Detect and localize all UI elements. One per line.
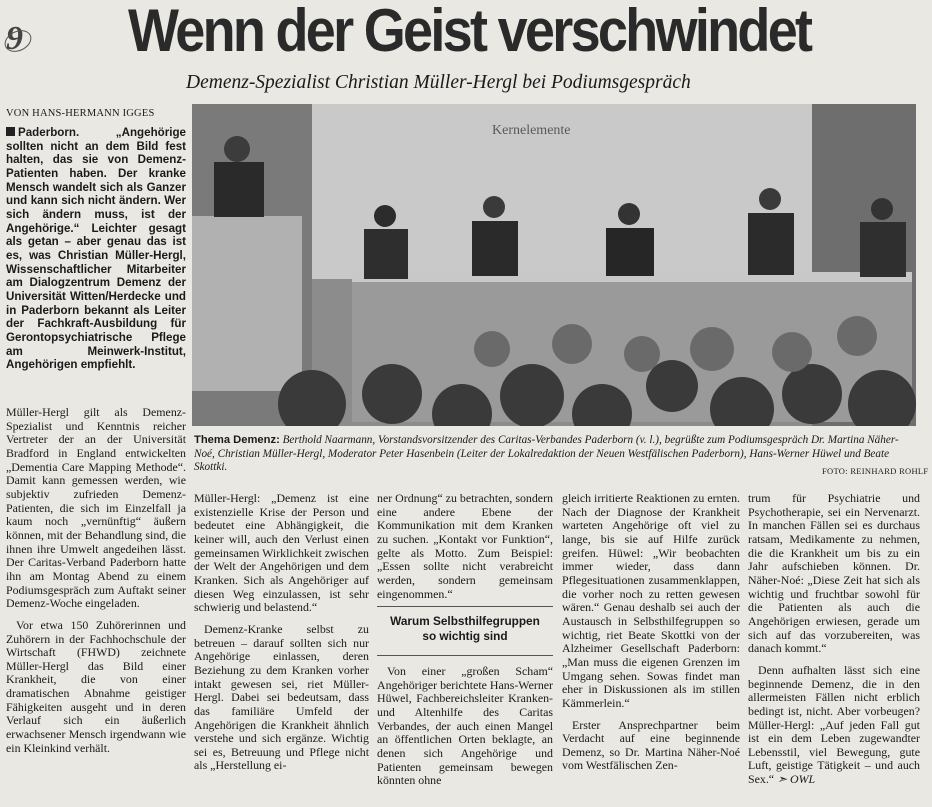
paragraph: ner Ordnung“ zu betrachten, sondern eine andere Ebene der Kommunikation mit dem Kranken zu suchen. „Kontakt vor Funktion“, gelte als Motto. Zum Beispiel: „Essen sollte nicht verabreicht werden, sondern gemeinsam eingenommen.“	[377, 491, 553, 601]
caption-label: Thema Demenz:	[194, 434, 280, 446]
article-column-1	[6, 406, 186, 755]
paragraph: Müller-Hergl: „Demenz ist eine existenzielle Krise der Person und bedeutet eine Abhängigkeit, die keiner will, auch den Verlust einen gemeinsamen Wirklichkeit zwischen der Welt der Angehörigen und dem Kranken. Sich als Angehöriger auf diesen Weg einzulassen, ist sehr schwierig und belastend.“	[194, 491, 369, 615]
paragraph: Vor etwa 150 Zuhörerinnen und Zuhörern in der Fachhochschule der Wirtschaft (FHWD) zeichnete Müller-Hergl das Bild einer Krankheit, die von einer dramatischen Abnahme geistiger Fähigkeiten ausgeht und in deren Verlauf sich ein äußerlich erwachsener Mensch irgendwann wie ein Kleinkind verhält.	[6, 617, 186, 755]
article-column-4	[562, 492, 740, 773]
paragraph: trum für Psychiatrie und Psychotherapie, sei ein Nervenarzt. In manchen Fällen sei es durchaus ratsam, Medikamente zu nehmen, die die Krankheit um bis zu ein Jahr aufschieben können. Dr. Näher-Noé: „Diese Zeit hat sich als wichtig und fruchtbar sowohl für die Patienten als auch die Angehörigen erwiesen, gerade um sich auf das vorzubereiten, was danach kommt.“	[748, 491, 920, 656]
lead-paragraph: Paderborn. „Angehörige sollten nicht an dem Bild fest halten, das sie von Demenz-Patienten haben. Der kranke Mensch wandelt sich als Ganzer und kann sich nicht ändern. Wer sich ändern muss, ist der Angehörige.“ Leichter gesagt als getan – aber genau das ist es, was Christian Müller-Hergl, Wissenschaftlicher Mitarbeiter am Dialogzentrum Demenz der Universität Witten/Herdecke und in Paderborn bekannt als Leiter der Fachkraft-Ausbildung für Gerontopsychiatrische Pflege am Meinwerk-Institut, Angehörigen empfiehlt.	[6, 126, 186, 372]
lead-square-icon	[6, 127, 15, 136]
paragraph: Demenz-Kranke selbst zu betreuen – darauf sollten sich nur Angehörige einlassen, deren Beziehung zu dem Kranken vorher intakt gewesen sei, riet Müller-Hergl. Dabei sei bedeutsam, dass das familiäre Umfeld der Angehörigen die Krankheit ähnlich verstehe und sich ergänze. Wichtig sei es, Betreuung und Pflege nicht als „Herstellung ei-	[194, 621, 369, 773]
panel-photo	[192, 104, 916, 426]
subheadline: Demenz-Spezialist Christian Müller-Hergl bei Podiumsgespräch	[186, 72, 691, 93]
photo-caption	[194, 434, 916, 475]
intermediate-heading: Warum Selbsthilfegruppen so wichtig sind	[377, 606, 553, 656]
screen-text: Kernelemente	[492, 123, 571, 138]
handwritten-page-mark: 9	[4, 20, 23, 58]
paragraph: Erster Ansprechpartner beim Verdacht auf eine beginnende Demenz, so Dr. Martina Näher-Noé vom Westfälischen Zen-	[562, 717, 740, 773]
caption-text: Berthold Naarmann, Vorstandsvorsitzender des Caritas-Verbandes Paderborn (v. l.), begrüßte zum Podiumsgespräch Dr. Martina Näher-Noé, Christian Müller-Hergl, Moderator Peter Hasenbein (Leiter der Lokalredaktion der Neuen Westfälischen Paderborn), Hans-Werner Hüwel und Beate Skottki.	[194, 434, 899, 474]
byline: VON HANS-HERMANN IGGES	[6, 108, 155, 119]
article-column-2	[194, 492, 369, 773]
article-column-3-continued	[377, 665, 553, 788]
paragraph: gleich irritierte Reaktionen zu ernten. Nach der Diagnose der Krankheit warteten Angehörige oft viel zu lange, bis sie auf Hilfe zurück greifen. Hüwel: „Wir beobachten immer wieder, dass dann Pflegesituationen zusammenklappen, die vorher noch zu retten gewesen wären.“ Genau deshalb sei auch der Austausch in Selbsthilfegruppen so wichtig, riet Beate Skottki von der Alzheimer Gesellschaft Paderborn: „Man muss die eigenen Grenzen im Umgang sehen. Sowas findet man eher in Diskussionen als im stillen Kämmerlein.“	[562, 491, 740, 710]
paragraph: Müller-Hergl gilt als Demenz-Spezialist und Kenntnis reicher Vertreter der an der Universität Bradford in England entwickelten „Dementia Care Mapping Methode“. Damit kann gemessen werden, wie subjektiv zufrieden Demenz-Patienten, die sich im Einzelfall ja kaum noch „vernünftig“ äußern können, mit der Behandlung sind, die ihnen ihre Umwelt angedeihen lässt. Der Caritas-Verband Paderborn hatte ihn am Montag Abend zu einem Podiumsgespräch zum Auftakt seiner Demenz-Woche eingeladen.	[6, 405, 186, 611]
paragraph: Von einer „großen Scham“ Angehöriger berichtete Hans-Werner Hüwel, Fachbereichsleiter Kranken- und Altenhilfe des Caritas Verbandes, der auch einen Mangel an öffentlichen Orten beklagte, an denen sich Angehörige und Patienten gemeinsam bewegen könnten ohne	[377, 664, 553, 788]
paragraph: Denn aufhalten lässt sich eine beginnende Demenz, die in den allermeisten Fällen nicht erblich bedingt ist, nicht. Aber vorbeugen? Müller-Hergl: „Auf jeden Fall gut ist ein dem Leben zugewandter Lebensstil, viel Bewegung, gute Luft, geistige Tätigkeit – und auch Sex.“ ➣ OWL	[748, 662, 920, 787]
signature: ➣ OWL	[777, 772, 816, 787]
article-column-3	[377, 492, 553, 601]
photo-credit: FOTO: REINHARD ROHLF	[822, 466, 929, 476]
article-column-5	[748, 492, 920, 787]
headline: Wenn der Geist verschwindet	[128, 0, 811, 64]
